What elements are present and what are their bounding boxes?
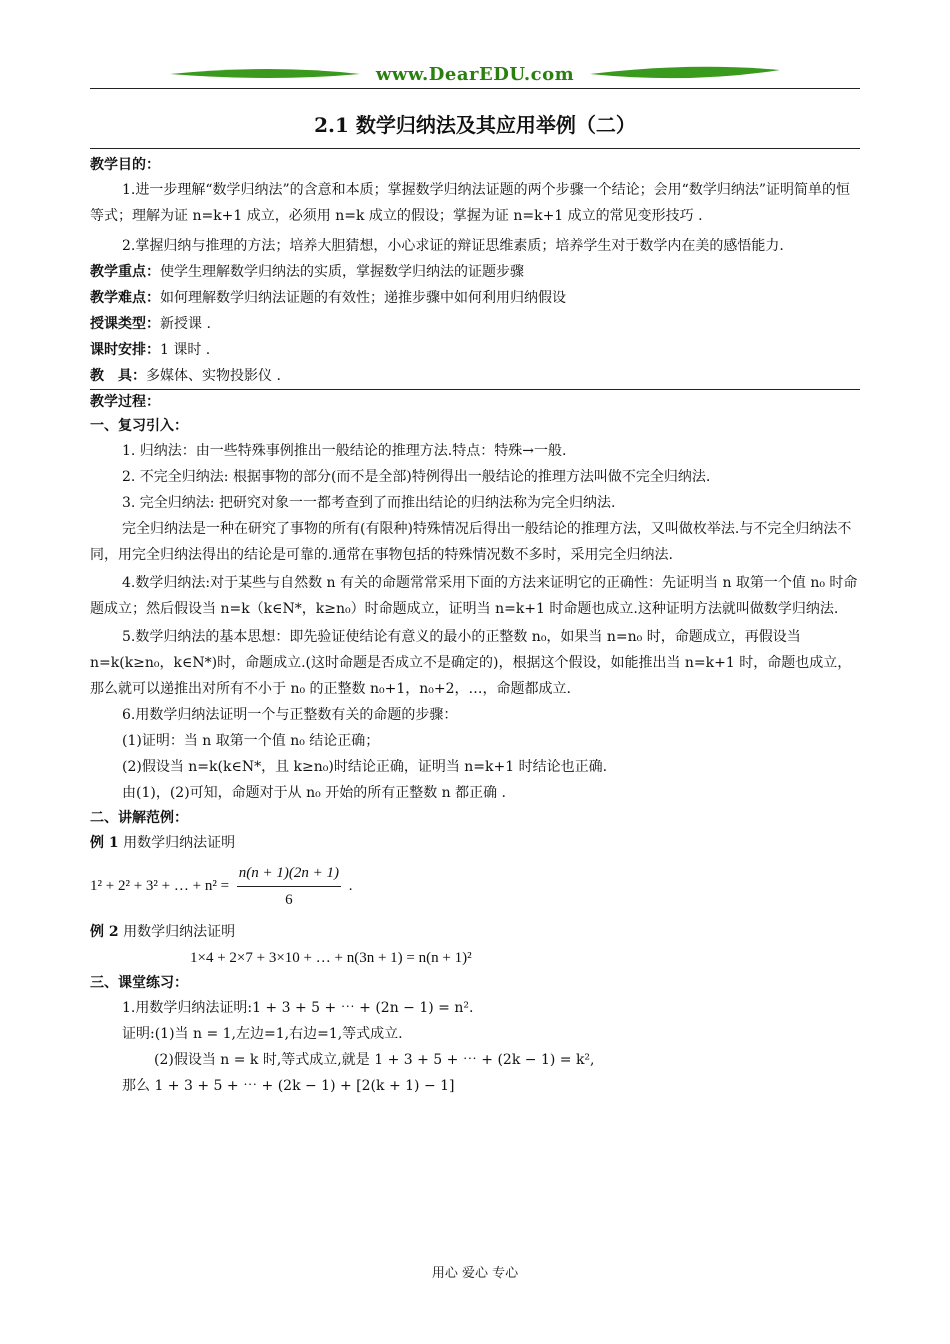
review-p6: 5.数学归纳法的基本思想：即先验证使结论有意义的最小的正整数 n₀，如果当 n=n₀ 时，命题成立，再假设当 n=k(k≥n₀，k∈N*)时，命题成立.(这时命题是否成立不是确定的)，根据这个假设，如能推出当 n=k+1 时，命题也成立，那么就可以递推出对所有不小于 n₀ 的正整数 n₀+1，n₀+2，…，命题都成立. (90, 629, 852, 697)
lesson-type-label: 授课类型： (90, 316, 160, 332)
difficulty-value: 如何理解数学归纳法证题的有效性；递推步骤中如何利用归纳假设 (160, 290, 566, 306)
review-heading: 一、复习引入： (90, 418, 188, 434)
practice-heading: 三、课堂练习： (90, 975, 188, 991)
practice-section (90, 971, 860, 1099)
practice-line-2: 证明:(1)当 n = 1,左边=1,右边=1,等式成立. (122, 1026, 403, 1042)
schedule-value: 1 课时 . (160, 342, 211, 358)
meta-section (90, 259, 860, 389)
goals-section (90, 153, 860, 259)
example-1-text: 用数学归纳法证明 (123, 835, 236, 851)
tools-value: 多媒体、实物投影仪 . (146, 368, 281, 384)
site-banner (90, 60, 860, 92)
goal-item-2: 2.掌握归纳与推理的方法；培养大胆猜想，小心求证的辩证思维素质；培养学生对于数学内在美的感悟能力. (122, 238, 784, 254)
page-footer: 用心 爱心 专心 (431, 1266, 519, 1281)
review-p2: 2. 不完全归纳法: 根据事物的部分(而不是全部)特例得出一般结论的推理方法叫做不完全归纳法. (122, 469, 711, 485)
page-title: 2.1 数学归纳法及其应用举例（二） (314, 113, 636, 137)
process-section (90, 390, 860, 806)
example-1-formula (90, 860, 860, 913)
practice-line-3: (2)假设当 n = k 时,等式成立,就是 1 + 3 + 5 + ⋯ + (2k − 1) = k², (154, 1052, 595, 1068)
key-point-label: 教学重点： (90, 264, 160, 280)
difficulty-label: 教学难点： (90, 290, 160, 306)
site-logo[interactable]: www.DearEDU.com (375, 64, 575, 85)
review-p7: 6.用数学归纳法证明一个与正整数有关的命题的步骤： (122, 707, 458, 723)
lesson-type-value: 新授课 . (160, 316, 211, 332)
example-2-label: 例 2 (90, 924, 119, 940)
review-p3: 3. 完全归纳法: 把研究对象一一都考查到了而推出结论的归纳法称为完全归纳法. (122, 495, 616, 511)
example-1-denominator: 6 (285, 892, 293, 908)
key-point-value: 使学生理解数学归纳法的实质，掌握数学归纳法的证题步骤 (160, 264, 524, 280)
practice-line-4: 那么 1 + 3 + 5 + ⋯ + (2k − 1) + [2(k + 1) − 1] (122, 1078, 455, 1094)
review-step-3: 由(1)，(2)可知，命题对于从 n₀ 开始的所有正整数 n 都正确 . (122, 785, 507, 801)
goal-item-1: 1.进一步理解“数学归纳法”的含意和本质；掌握数学归纳法证题的两个步骤一个结论；会用“数学归纳法”证明简单的恒等式；理解为证 n=k+1 成立，必须用 n=k 成立的假设；掌握为证 n=k+1 成立的常见变形技巧 . (90, 182, 850, 224)
review-p5: 4.数学归纳法:对于某些与自然数 n 有关的命题常常采用下面的方法来证明它的正确性：先证明当 n 取第一个值 n₀ 时命题成立；然后假设当 n=k（k∈N*，k≥n₀）时命题成立，证明当 n=k+1 时命题也成立.这种证明方法就叫做数学归纳法. (90, 575, 858, 617)
goals-label: 教学目的： (90, 157, 160, 173)
example-2-formula: 1×4 + 2×7 + 3×10 + … + n(3n + 1) = n(n + 1)² (190, 950, 472, 966)
practice-line-1: 1.用数学归纳法证明:1 + 3 + 5 + ⋯ + (2n − 1) = n². (122, 1000, 474, 1016)
schedule-label: 课时安排： (90, 342, 160, 358)
title-rule (90, 148, 860, 149)
document-page (90, 60, 860, 1099)
process-label: 教学过程： (90, 394, 160, 410)
example-1-fraction (237, 860, 341, 913)
example-1-end: . (348, 877, 353, 894)
review-step-2: (2)假设当 n=k(k∈N*，且 k≥n₀)时结论正确，证明当 n=k+1 时结论也正确. (122, 759, 608, 775)
example-1-lhs: 1² + 2² + 3² + … + n² = (90, 877, 230, 894)
example-2-text: 用数学归纳法证明 (123, 924, 236, 940)
review-p4: 完全归纳法是一种在研究了事物的所有(有限种)特殊情况后得出一般结论的推理方法，又叫做枚举法.与不完全归纳法不同，用完全归纳法得出的结论是可靠的.通常在事物包括的特殊情况数不多时，采用完全归纳法. (90, 521, 852, 563)
example-1-label: 例 1 (90, 835, 119, 851)
example-1-numerator: n(n + 1)(2n + 1) (237, 860, 341, 887)
examples-section (90, 806, 860, 971)
tools-label: 教 具： (90, 368, 146, 384)
examples-heading: 二、讲解范例： (90, 810, 188, 826)
review-p1: 1. 归纳法：由一些特殊事例推出一般结论的推理方法.特点：特殊→一般. (122, 443, 567, 459)
review-step-1: (1)证明：当 n 取第一个值 n₀ 结论正确； (122, 733, 380, 749)
